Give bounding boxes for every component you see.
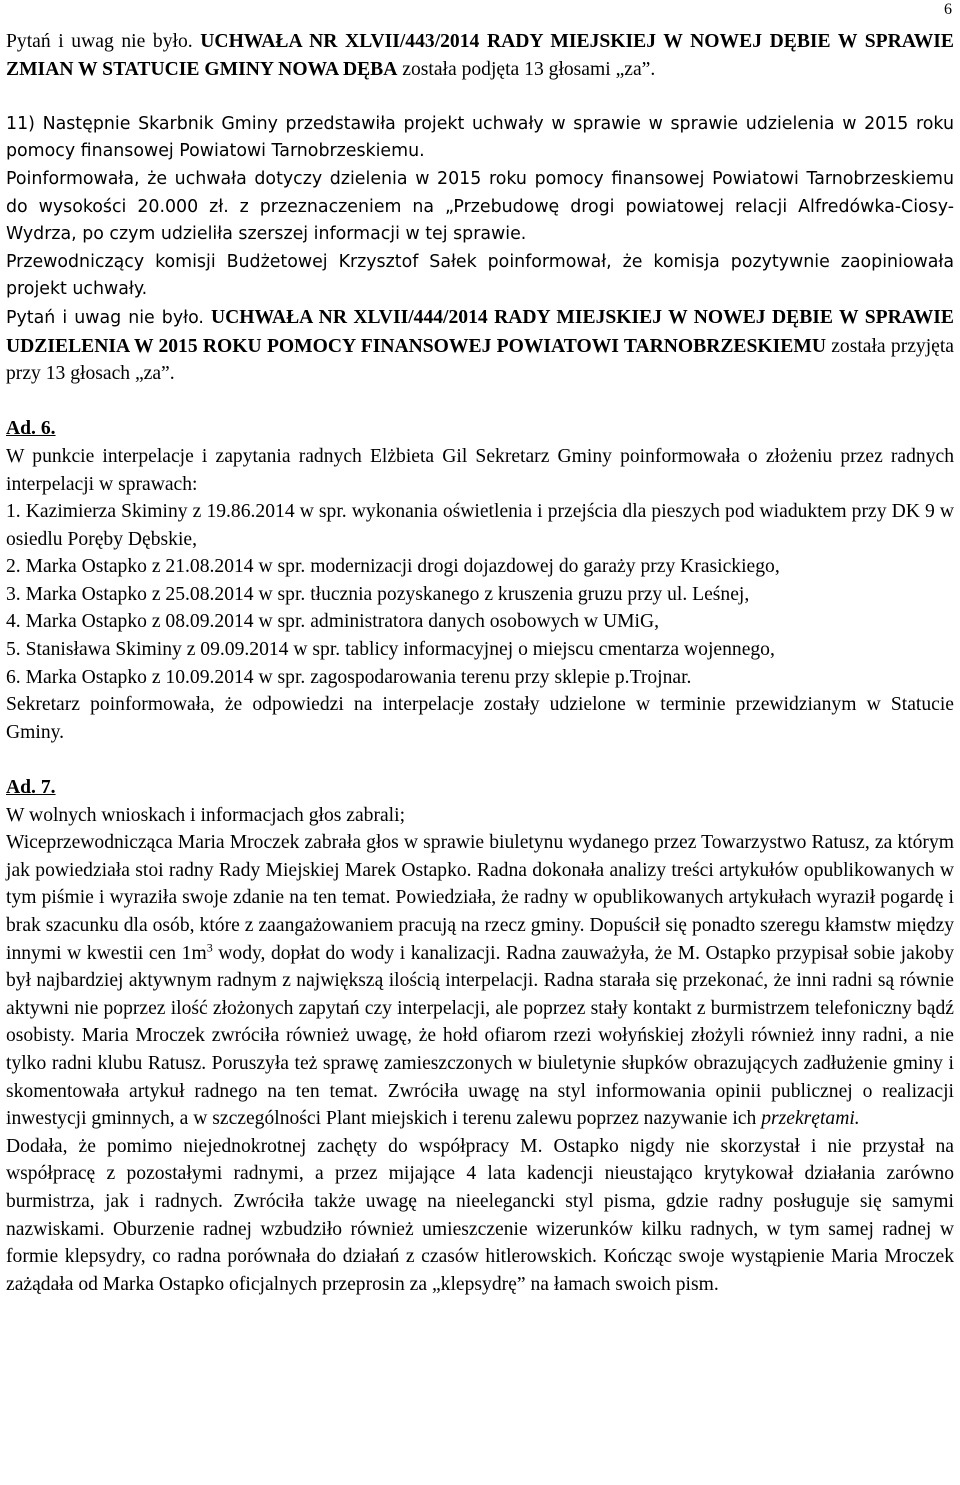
interpellation-item-3: 3. Marka Ostapko z 25.08.2014 w spr. tłucznia pozyskanego z kruszenia gruzu przy ul. Leśnej, (6, 583, 750, 605)
page-number: 6 (944, 1, 952, 18)
document-page (6, 0, 954, 1298)
ad6-closing: Sekretarz poinformowała, że odpowiedzi na interpelacje zostały udzielone w terminie przewidzianym w Statucie Gminy. (6, 694, 954, 743)
resolution-443-title: UCHWAŁA NR XLVII/443/2014 RADY MIEJSKIEJ W NOWEJ DĘBIE W SPRAWIE ZMIAN W STATUCIE GMINY NOWA DĘBA (6, 31, 954, 80)
ad7-heading: Ad. 7. (6, 777, 56, 799)
resolution-444-title: UCHWAŁA NR XLVII/444/2014 RADY MIEJSKIEJ W NOWEJ DĘBIE W SPRAWIE UDZIELENIA W 2015 ROKU POMOCY FINANSOWEJ POWIATOWI TARNOBRZESKIEMU (6, 306, 954, 357)
ad7-paragraph-2: Dodała, że pomimo niejednokrotnej zachęty do współpracy M. Ostapko nigdy nie skorzystał i nie przystał na współpracę z pozostałymi radnymi, a przez mijające 4 lata kadencji nieustająco krytykował działania zarówno burmistrza, jak i radnych. Zwróciła także uwagę na nieelegancki styl pisma, gdzie radny posługuje się samymi nazwiskami. Oburzenie radnej wzbudziło również umieszczenie wizerunków kilku radnych, w tym samej radnej w formie klepsydry, co radna porównała do działań z czasów hitlerowskich. Kończąc swoje wystąpienie Maria Mroczek zażądała od Marka Ostapko oficjalnych przeprosin za „klepsydrę” na łamach swoich pism. (6, 1135, 954, 1295)
committee-opinion: Przewodniczący komisji Budżetowej Krzysztof Sałek poinformował, że komisja pozytywnie zaopiniowała projekt uchwały. (6, 251, 954, 300)
item-11-info: Poinformowała, że uchwała dotyczy dzielenia w 2015 roku pomocy finansowej Powiatowi Tarnobrzeskiemu do wysokości 20.000 zł. z przeznaczeniem na „Przebudowę drogi powiatowej relacji Alfredówka-Ciosy-Wydrza, po czym udzieliła szerszej informacji w tej sprawie. (6, 168, 954, 245)
ad6-intro: W punkcie interpelacje i zapytania radnych Elżbieta Gil Sekretarz Gminy poinformowała o złożeniu przez radnych interpelacji w sprawach: (6, 445, 954, 495)
item-11-paragraph: 11) Następnie Skarbnik Gminy przedstawiła projekt uchwały w sprawie w sprawie udzielenia w 2015 roku pomocy finansowej Powiatowi Tarnobrzeskiemu. (6, 113, 954, 162)
interpellation-item-5: 5. Stanisława Skiminy z 09.09.2014 w spr. tablicy informacyjnej o miejscu cmentarza wojennego, (6, 639, 775, 661)
interpellation-item-2: 2. Marka Ostapko z 21.08.2014 w spr. modernizacji drogi dojazdowej do garaży przy Krasickiego, (6, 556, 780, 578)
interpellation-item-6: 6. Marka Ostapko z 10.09.2014 w spr. zagospodarowania terenu przy sklepie p.Trojnar. (6, 666, 692, 688)
interpellation-item-1: 1. Kazimierza Skiminy z 19.86.2014 w spr. wykonania oświetlenia i przejścia dla pieszych pod wiaduktem przy DK 9 w osiedlu Poręby Dębskie, (6, 501, 954, 550)
ad6-heading: Ad. 6. (6, 418, 56, 440)
resolution-444-paragraph: Pytań i uwag nie było. UCHWAŁA NR XLVII/444/2014 RADY MIEJSKIEJ W NOWEJ DĘBIE W SPRAWIE UDZIELENIA W 2015 ROKU POMOCY FINANSOWEJ POWIATOWI TARNOBRZESKIEMU została przyjęta przy 13 głosach „za”. (6, 306, 954, 385)
resolution-443-paragraph: Pytań i uwag nie było. UCHWAŁA NR XLVII/443/2014 RADY MIEJSKIEJ W NOWEJ DĘBIE W SPRAWIE ZMIAN W STATUCIE GMINY NOWA DĘBA została podjęta 13 głosami „za”. (6, 31, 954, 80)
interpellation-item-4: 4. Marka Ostapko z 08.09.2014 w spr. administratora danych osobowych w UMiG, (6, 611, 660, 633)
ad7-intro: W wolnych wnioskach i informacjach głos zabrali; (6, 804, 406, 826)
ad7-paragraph-1: Wiceprzewodnicząca Maria Mroczek zabrała głos w sprawie biuletynu wydanego przez Towarzystwo Ratusz, za którym jak powiedziała stoi radny Rady Miejskiej Marek Ostapko. Radna dokonała analizy treści artykułów opublikowanych w tym piśmie i wyraziła swoje zdanie na ten temat. Powiedziała, że radny w opublikowanych artykułach wyraził pogardę i brak szacunku dla osób, które z zaangażowaniem pracują na rzecz gminy. Dopuścił się ponadto szeregu kłamstw między innymi w kwestii cen $1m^3$ wody, dopłat do wody i kanalizacji. Radna zauważyła, że M. Ostapko przypisał sobie jakoby był najbardziej aktywnym radnym z największą ilością interpelacji. Radna starała się przekonać, że inni radni są równie aktywni nie poprzez ilość złożonych zapytań czy interpelacji, ale poprzez stały kontakt z burmistrzem telefoniczny bądź osobisty. Maria Mroczek zwróciła również uwagę, że hołd ofiarom rzezi wołyńskiej złożyli również inny radni, a nie tylko radni klubu Ratusz. Poruszyła też sprawę zamieszczonych w biuletynie słupków obrazujących zadłużenie gminy i skomentowała artykuł radnego na ten temat. Zwróciła uwagę na styl informowania opinii publicznej o realizacji inwestycji gminnych, a w szczególności Plant miejskich i terenu zalewu poprzez nazywanie ich przekrętami. (6, 832, 955, 1130)
